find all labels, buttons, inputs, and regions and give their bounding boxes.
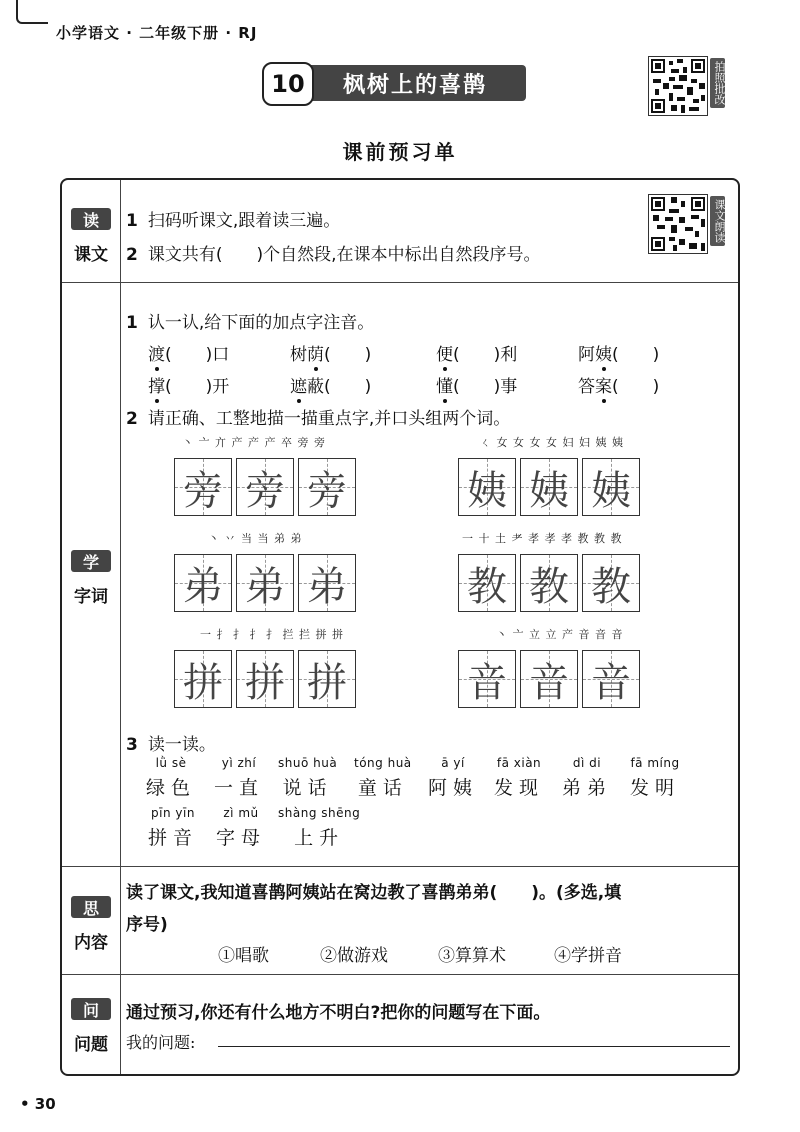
tracing-cell[interactable]: 拼 (174, 650, 232, 708)
corner-mark (16, 0, 48, 24)
section-badge-learn: 学 (71, 550, 111, 572)
section-label-content: 内容 (74, 933, 108, 953)
tracing-grid (458, 458, 644, 516)
vocab-word: ā yí 阿姨 (428, 756, 479, 799)
pinyin-item: 懂( )事 (436, 372, 517, 397)
tracing-cell[interactable]: 姨 (458, 458, 516, 516)
lesson-number: 10 (262, 62, 314, 106)
answer-option[interactable]: ②做游戏 (320, 946, 388, 966)
read-item-2: 2 课文共有( )个自然段,在课本中标出自然段序号。 (126, 245, 541, 265)
vocab-word: yì zhí 一直 (214, 756, 265, 799)
pinyin-item: 渡( )口 (148, 340, 229, 365)
tracing-cell[interactable]: 弟 (174, 554, 232, 612)
row-divider (62, 974, 738, 975)
tracing-cell[interactable]: 音 (520, 650, 578, 708)
qr-caption-photo-grading: 拍照批改 (710, 58, 725, 108)
tracing-cell[interactable]: 旁 (236, 458, 294, 516)
pinyin-item: 答案( ) (578, 372, 659, 397)
vocab-word: tóng huà 童话 (354, 756, 412, 799)
stroke-order: 丶 丷 当 当 弟 弟 (208, 532, 303, 545)
pinyin-item: 阿姨( ) (578, 340, 659, 365)
vocab-word: shuō huà 说话 (278, 756, 338, 799)
tracing-cell[interactable]: 音 (458, 650, 516, 708)
section-badge-think: 思 (71, 896, 111, 918)
section-label-questions: 问题 (74, 1035, 108, 1055)
tracing-cell[interactable]: 拼 (236, 650, 294, 708)
learn-item-3: 3 读一读。 (126, 735, 216, 755)
pinyin-item: 撑( )开 (148, 372, 229, 397)
row-divider (62, 282, 738, 283)
question-prompt: 通过预习,你还有什么地方不明白?把你的问题写在下面。 (126, 1003, 551, 1023)
stroke-order: ㄑ 女 女 女 女 妇 妇 姨 姨 (480, 436, 624, 449)
page-number: • 30 (20, 1095, 56, 1113)
vocab-word: shàng shēng 上升 (278, 806, 361, 849)
tracing-cell[interactable]: 弟 (298, 554, 356, 612)
vocab-word: lǜ sè 绿色 (146, 756, 197, 799)
answer-option[interactable]: ③算算术 (438, 946, 506, 966)
content-question-line2: 序号) (126, 915, 168, 935)
pinyin-item: 便( )利 (436, 340, 517, 365)
answer-option[interactable]: ④学拼音 (554, 946, 622, 966)
vocab-word: dì di 弟弟 (562, 756, 613, 799)
pinyin-item: 遮蔽( ) (290, 372, 371, 397)
column-divider (120, 180, 121, 1074)
qr-code-icon[interactable] (648, 194, 708, 254)
qr-caption-text-reading: 课文朗读 (710, 196, 725, 246)
book-header: 小学语文 · 二年级下册 · RJ (56, 24, 258, 42)
section-badge-ask: 问 (71, 998, 111, 1020)
qr-code-icon[interactable] (648, 56, 708, 116)
pinyin-item: 树荫( ) (290, 340, 371, 365)
tracing-grid (458, 554, 644, 612)
tracing-cell[interactable]: 音 (582, 650, 640, 708)
row-divider (62, 866, 738, 867)
vocab-word: fā míng 发明 (630, 756, 681, 799)
vocab-word: fā xiàn 发现 (494, 756, 545, 799)
section-label-words: 字词 (74, 587, 108, 607)
tracing-cell[interactable]: 姨 (520, 458, 578, 516)
tracing-grid (458, 650, 644, 708)
tracing-grid (174, 458, 360, 516)
section-label-text: 课文 (74, 245, 108, 265)
tracing-grid (174, 650, 360, 708)
tracing-cell[interactable]: 教 (520, 554, 578, 612)
tracing-cell[interactable]: 旁 (298, 458, 356, 516)
read-item-1: 1 扫码听课文,跟着读三遍。 (126, 211, 341, 231)
worksheet-title: 课前预习单 (342, 140, 458, 164)
answer-option[interactable]: ①唱歌 (218, 946, 269, 966)
tracing-cell[interactable]: 旁 (174, 458, 232, 516)
vocab-word: zì mǔ 字母 (216, 806, 267, 849)
tracing-cell[interactable]: 姨 (582, 458, 640, 516)
tracing-cell[interactable]: 教 (458, 554, 516, 612)
tracing-cell[interactable]: 教 (582, 554, 640, 612)
stroke-order: 一 扌 扌 扌 扌 拦 拦 拼 拼 (200, 628, 344, 641)
vocab-word: pīn yīn 拼音 (148, 806, 199, 849)
content-question-line1: 读了课文,我知道喜鹊阿姨站在窝边教了喜鹊弟弟( )。(多选,填 (126, 883, 622, 903)
section-badge-read: 读 (71, 208, 111, 230)
tracing-cell[interactable]: 拼 (298, 650, 356, 708)
lesson-title: 枫树上的喜鹊 (304, 65, 526, 101)
learn-item-1: 1 认一认,给下面的加点字注音。 (126, 313, 375, 333)
stroke-order: 丶 亠 立 立 产 音 音 音 (496, 628, 624, 641)
my-question-answer-line[interactable] (218, 1046, 730, 1047)
tracing-grid (174, 554, 360, 612)
stroke-order: 丶 亠 亣 产 产 产 卒 旁 旁 (182, 436, 326, 449)
stroke-order: 一 十 土 耂 孝 孝 孝 教 教 教 (462, 532, 623, 545)
my-question-label: 我的问题: (126, 1033, 196, 1052)
learn-item-2: 2 请正确、工整地描一描重点字,并口头组两个词。 (126, 409, 511, 429)
tracing-cell[interactable]: 弟 (236, 554, 294, 612)
